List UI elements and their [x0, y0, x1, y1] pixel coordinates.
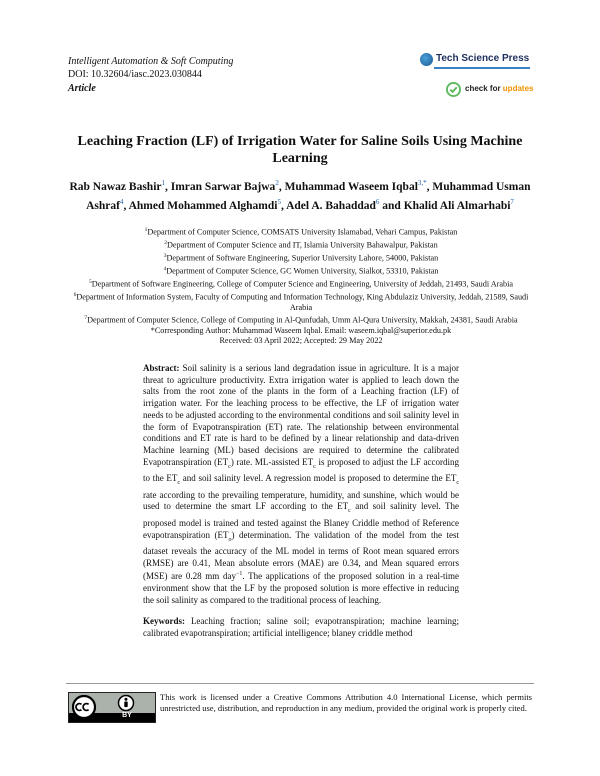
corresponding-author: *Corresponding Author: Muhammad Waseem Iqbal. Email: waseem.iqbal@superior.edu.pk — [150, 325, 452, 335]
cc-by-license-badge[interactable] — [68, 692, 156, 723]
paper-title: Leaching Fraction (LF) of Irrigation Water for Saline Soils Using Machine Learning — [77, 134, 523, 166]
author-list: Rab Nawaz Bashir$^1$, Imran Sarwar Bajwa$^2$, Muhammad Waseem Iqbal$^{3,*}$, Muhammad Usman Ashraf$^4$, Ahmed Mohammed Alghamdi$^5$, Adel A. Bahaddad$^6$ and Khalid Ali Almarhabi$^7$ — [69, 179, 531, 212]
affiliation: $^1$Department of Computer Science, COMSATS University Islamabad, Vehari Campus, Pakistan — [144, 227, 458, 237]
article-type: Article — [68, 83, 96, 94]
abstract: Abstract: Soil salinity is a serious land degradation issue in agriculture. It is a major threat to agriculture productivity. Extra irrigation water is applied to leach down the salts from the root zone of the plants in the form of a Leaching fraction (LF) of irrigation water. For the leaching process to be effective, the LF of irrigation water needs to be adjusted according to the environmental conditions and soil salinity level in the form of Evapotranspiration (ET) rate. The relationship between environmental conditions and ET rate is hard to be defined by a linear relationship and data-driven Machine learning (ML) based decisions are required to determine the calibrated Evapotranspiration $(ET_c)$ rate. ML-assisted $ET_c$ is proposed to adjust the LF according to the $ET_c$ and soil salinity level. A regression model is proposed to determine the $ET_c$ rate according to the prevailing temperature, humidity, and sunshine, which would be used to determine the smart LF according to the $ET_c$ and soil salinity level. The proposed model is trained and tested against the Blaney Criddle method of Reference evapotranspiration $(ET_o)$ determination. The validation of the model from the test dataset reveals the accuracy of the ML model in terms of Root mean squared errors (RMSE) are 0.41, Mean absolute errors (MAE) are 0.34, and Mean squared errors (MSE) are 0.28 mm day$^{-1}$. The applications of the proposed solution in a real-time environment show that the LF by the proposed solution is more effective in reducing the soil salinity as compared to the traditional process of leaching. — [143, 363, 459, 605]
affiliation: $^4$Department of Computer Science, GC Women University, Sialkot, 53310, Pakistan — [163, 265, 439, 276]
logo-underline — [434, 67, 530, 69]
author: Muhammad Waseem Iqbal — [284, 180, 418, 193]
cc-by-icon — [69, 693, 155, 722]
affiliation: $^7$Department of Computer Science, College of Computing in Al-Qunfudah, Umm Al-Qura University, Makkah, 24381, Saudi Arabia — [84, 314, 518, 325]
journal-name: Intelligent Automation & Soft Computing — [68, 56, 234, 67]
author: Adel A. Bahaddad — [286, 199, 376, 212]
check-for-updates-badge[interactable] — [446, 82, 536, 98]
cc-by-label: BY — [122, 712, 132, 719]
doi[interactable]: DOI: 10.32604/iasc.2023.030844 — [68, 69, 202, 80]
globe-icon — [420, 53, 433, 66]
affiliation: $^3$Department of Software Engineering, Superior University Lahore, 54000, Pakistan — [163, 252, 439, 263]
publisher-name: Tech Science Press — [436, 53, 530, 64]
license-statement: This work is licensed under a Creative Commons Attribution 4.0 International License, which permits unrestricted use, distribution, and reproduction in any medium, provided the original work is properly cited. — [160, 692, 532, 713]
check-for-updates-label: check for updates — [465, 84, 534, 93]
author: Imran Sarwar Bajwa — [170, 180, 276, 193]
author: Rab Nawaz Bashir — [69, 180, 162, 193]
affiliation: $^6$Department of Information System, Faculty of Computing and Information Technology, King Abdulaziz University, Jeddah, 21589, Saudi Arabia — [73, 291, 529, 312]
keywords: Keywords: Leaching fraction; saline soil; evapotranspiration; machine learning; calibrated evapotranspiration; artificial intelligence; blaney criddle method — [143, 616, 459, 638]
affiliation: $^2$Department of Computer Science and IT, Islamia University Bahawalpur, Pakistan — [164, 239, 438, 250]
received-accepted-dates: Received: 03 April 2022; Accepted: 29 May 2022 — [219, 335, 383, 345]
divider — [66, 683, 534, 684]
affiliations — [66, 225, 536, 346]
abstract-label: Abstract: — [143, 363, 180, 373]
keywords-label: Keywords: — [143, 616, 185, 626]
crossmark-icon — [446, 82, 461, 97]
author: Ahmed Mohammed Alghamdi — [128, 199, 278, 212]
affiliation: $^5$Department of Software Engineering, College of Computer Science and Engineering, University of Jeddah, 21493, Saudi Arabia — [88, 278, 514, 289]
publisher-logo[interactable] — [420, 52, 532, 68]
author: Khalid Ali Almarhabi — [403, 199, 511, 212]
author: Muhammad Usman Ashraf — [86, 180, 531, 212]
